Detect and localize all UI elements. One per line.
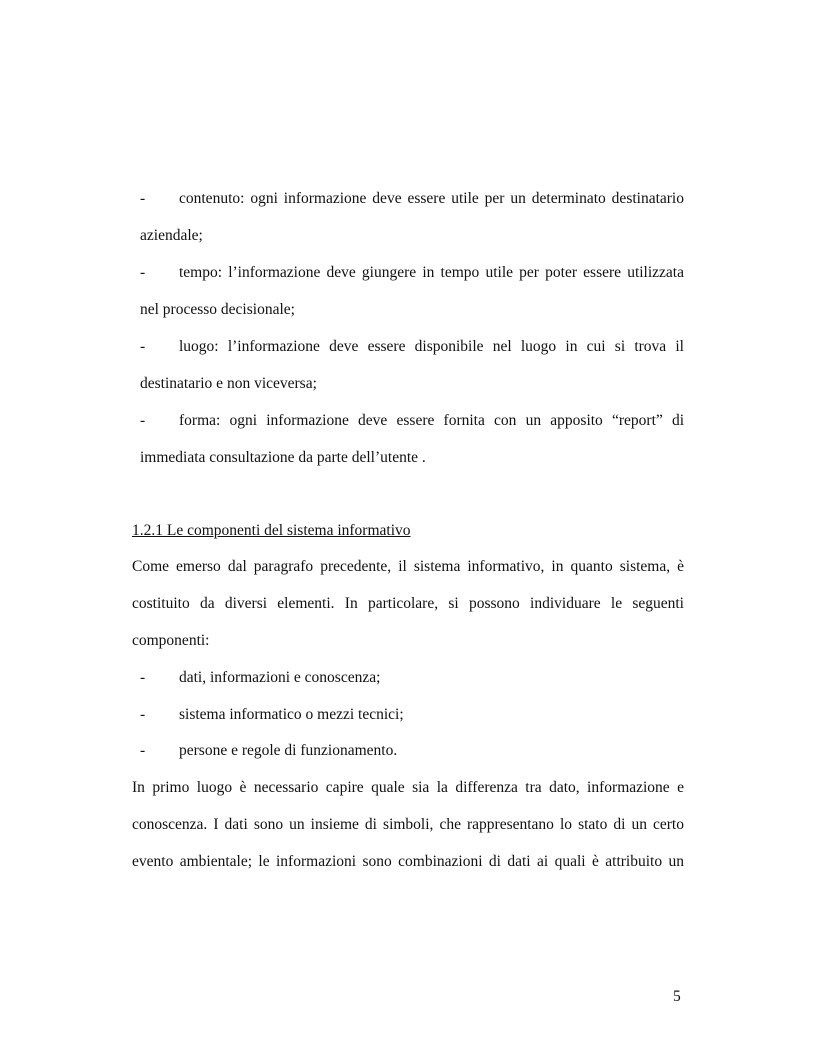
list-item-tempo — [140, 263, 684, 283]
list-item-continuation: immediata consultazione da parte dell’utente . — [140, 449, 426, 466]
list-item-luogo — [140, 337, 684, 357]
list-item-continuation: aziendale; — [140, 227, 203, 244]
list-item-component — [140, 705, 684, 725]
list-item-text: sistema informatico o mezzi tecnici; — [179, 706, 404, 723]
list-item-component — [140, 741, 684, 761]
list-item-continuation: nel processo decisionale; — [140, 301, 295, 318]
paragraph-line: In primo luogo è necessario capire quale sia la differenza tra dato, informazione e — [132, 779, 684, 796]
section-heading: 1.2.1 Le componenti del sistema informativo — [132, 522, 411, 539]
list-item-continuation: destinatario e non viceversa; — [140, 375, 317, 392]
paragraph-line: conoscenza. I dati sono un insieme di simboli, che rappresentano lo stato di un certo — [132, 816, 684, 833]
list-dash: - — [140, 742, 146, 759]
list-item-text: luogo: l’informazione deve essere disponibile nel luogo in cui si trova il — [179, 338, 684, 355]
list-dash: - — [140, 264, 146, 281]
list-item-component — [140, 668, 684, 688]
paragraph-line: costituito da diversi elementi. In particolare, si possono individuare le seguenti — [132, 595, 684, 612]
list-item-text: tempo: l’informazione deve giungere in tempo utile per poter essere utilizzata — [179, 264, 684, 281]
list-item-text: contenuto: ogni informazione deve essere utile per un determinato destinatario — [179, 190, 684, 207]
list-item-forma — [140, 411, 684, 431]
list-item-text: forma: ogni informazione deve essere fornita con un apposito “report” di — [179, 412, 684, 429]
paragraph-line: evento ambientale; le informazioni sono combinazioni di dati ai quali è attribuito un — [132, 853, 684, 870]
list-item-contenuto — [140, 189, 684, 209]
paragraph-line: componenti: — [132, 632, 210, 649]
paragraph-line: Come emerso dal paragrafo precedente, il sistema informativo, in quanto sistema, è — [132, 558, 684, 575]
list-item-text: dati, informazioni e conoscenza; — [179, 669, 381, 686]
list-dash: - — [140, 412, 146, 429]
list-dash: - — [140, 706, 146, 723]
page-number: 5 — [673, 988, 681, 1005]
list-dash: - — [140, 190, 146, 207]
list-dash: - — [140, 669, 146, 686]
list-dash: - — [140, 338, 146, 355]
list-item-text: persone e regole di funzionamento. — [179, 742, 398, 759]
